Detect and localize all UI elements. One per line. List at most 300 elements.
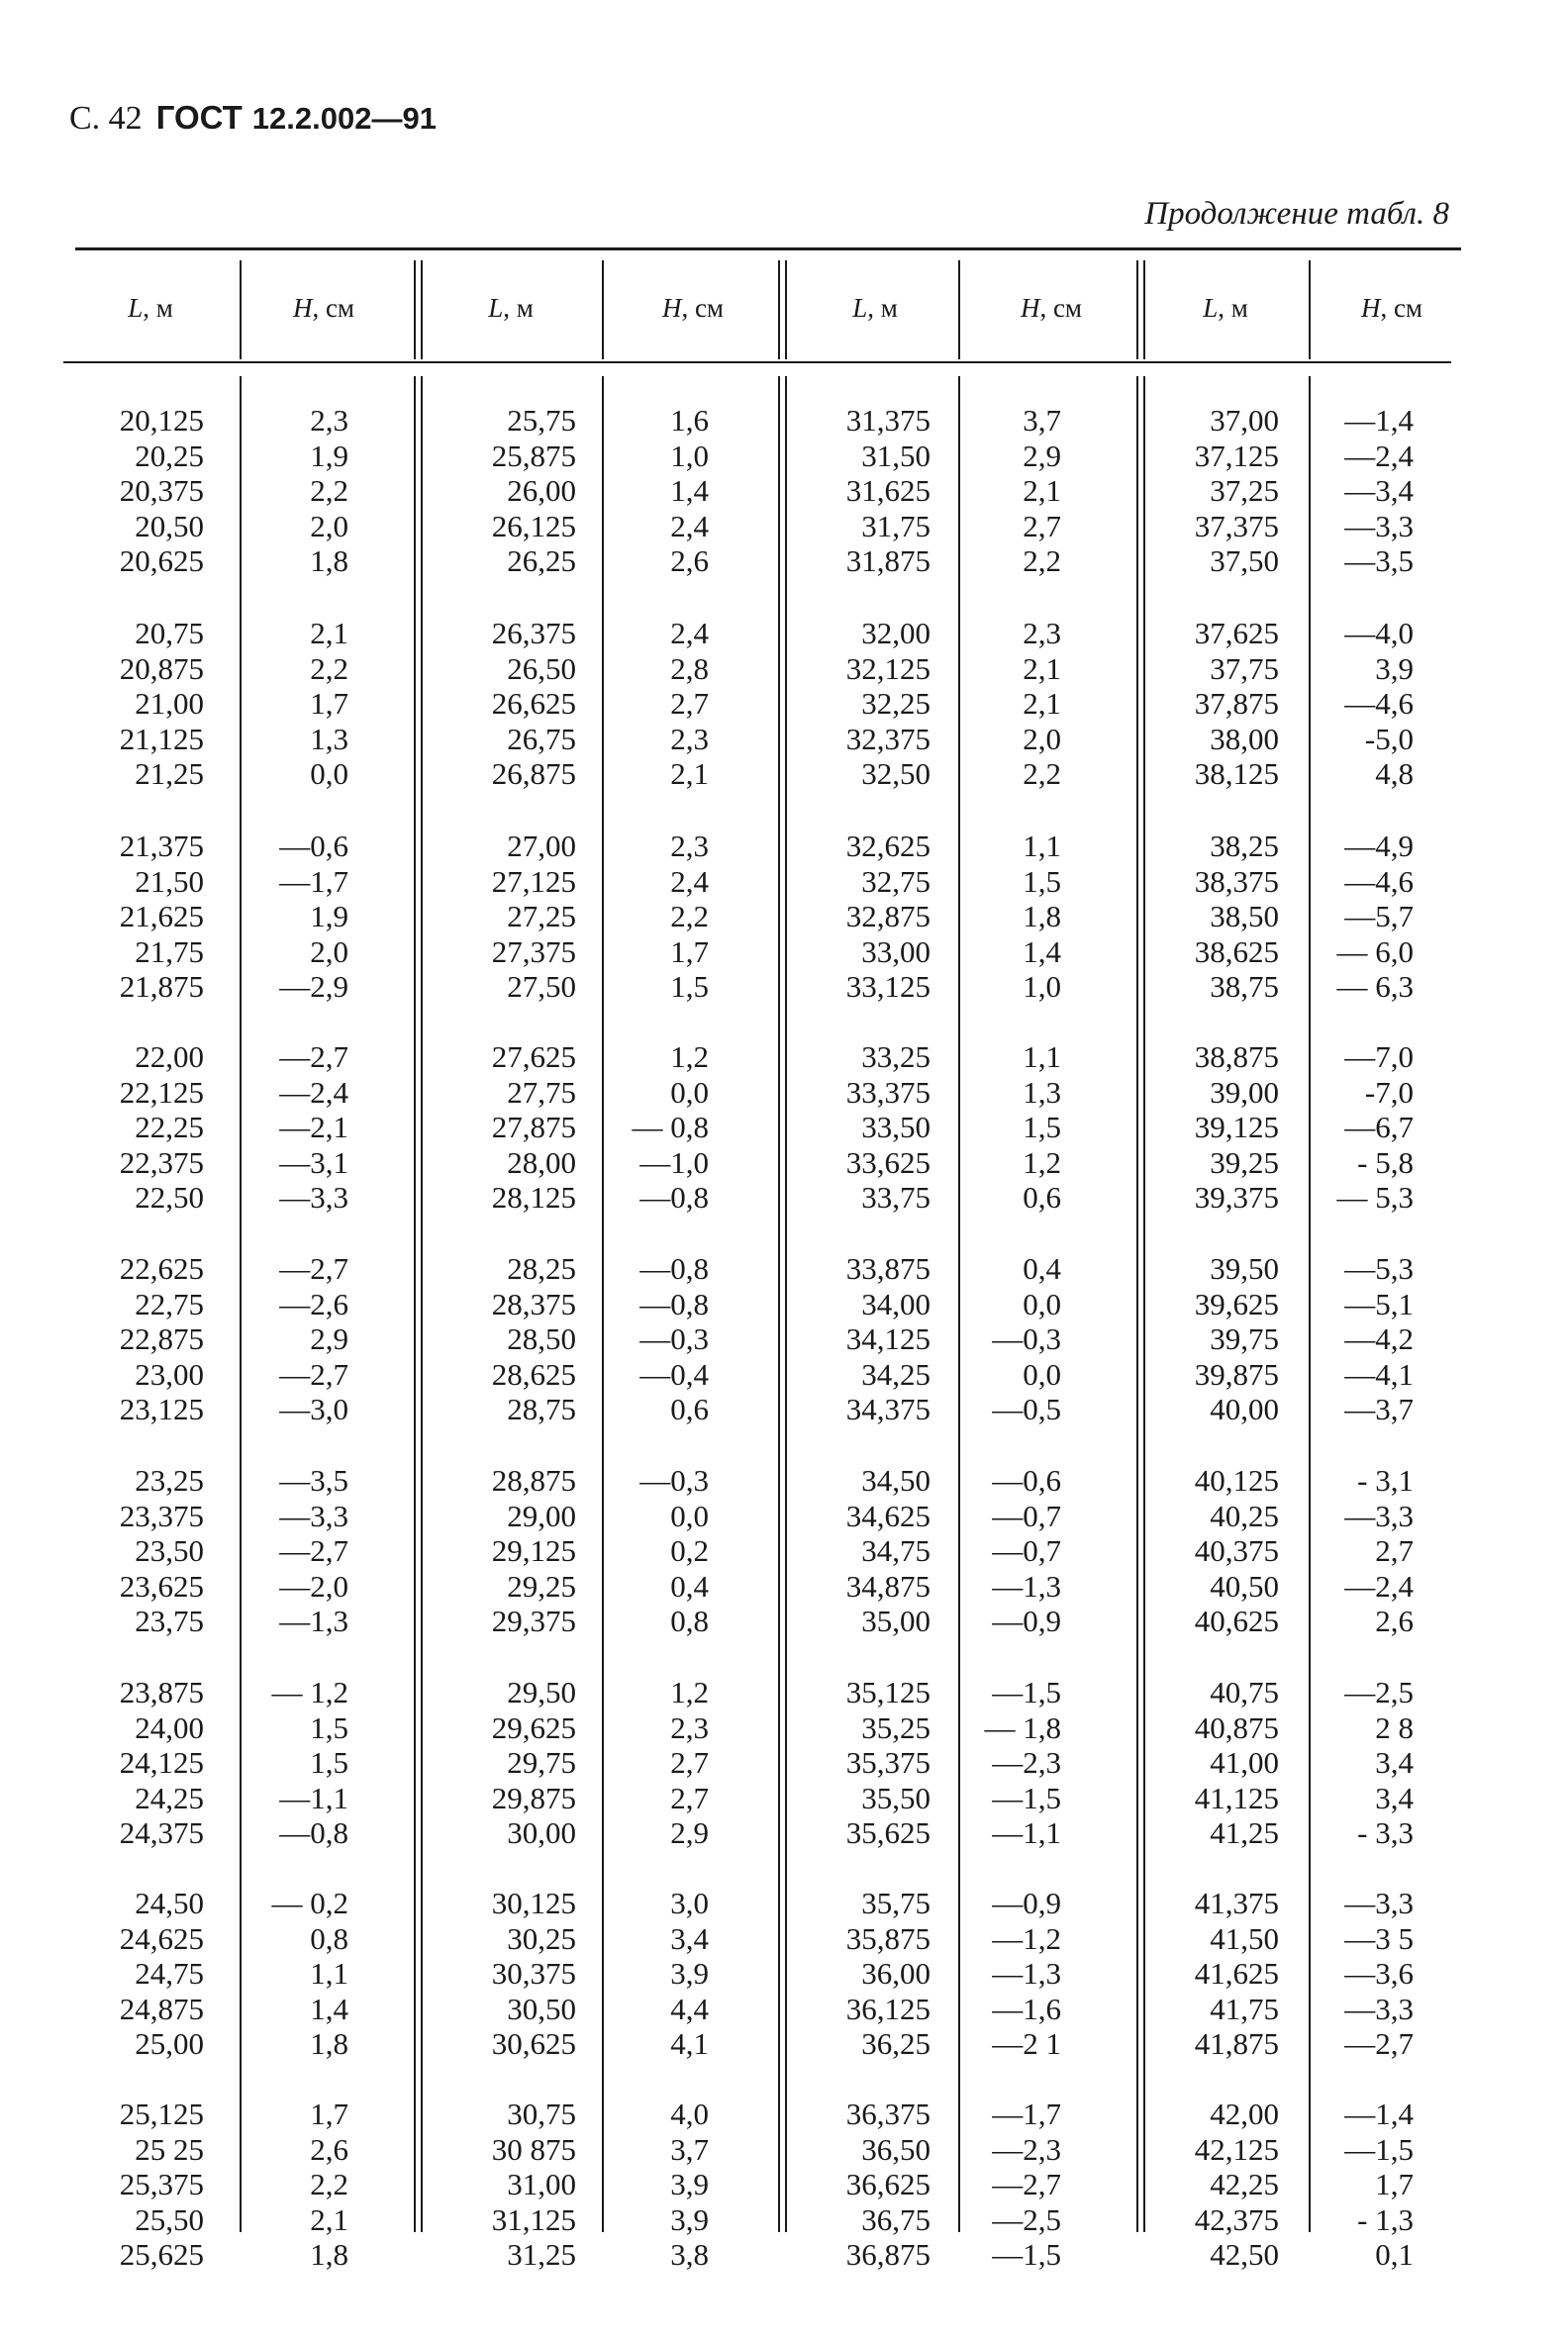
cell-H-value: —3,4 xyxy=(1344,473,1414,508)
cell-L-value: 41,75 xyxy=(1210,1991,1279,2026)
cell-H-value: 2,1 xyxy=(310,616,348,650)
cell-L-value: 31,75 xyxy=(861,508,931,543)
cell-H-value: — 6,0 xyxy=(1336,933,1414,969)
cell-L-value: 25 25 xyxy=(135,2131,204,2167)
cell-L-value: 27,125 xyxy=(491,863,576,899)
column-header xyxy=(441,293,580,324)
cell-H-value: 1,8 xyxy=(310,2026,348,2061)
cell-L-value: 26,00 xyxy=(507,473,576,508)
cell-H-value: 2,6 xyxy=(1375,1604,1414,1638)
cell-L-value: 22,50 xyxy=(135,1180,204,1215)
cell-H-value: 0,0 xyxy=(310,756,348,791)
cell-L-value: 29,875 xyxy=(491,1780,576,1815)
cell-L-value: 29,75 xyxy=(507,1745,576,1780)
column-header-variable: L xyxy=(1203,293,1219,323)
cell-H-value: 2,6 xyxy=(670,543,709,578)
cell-L-value: 39,125 xyxy=(1194,1110,1279,1144)
cell-L-value: 35,875 xyxy=(845,1920,931,1956)
cell-L-value: 32,50 xyxy=(861,756,931,791)
cell-L-value: 22,375 xyxy=(119,1144,204,1180)
cell-L-value: 39,00 xyxy=(1210,1074,1279,1110)
cell-H-value: 3,7 xyxy=(670,2131,709,2167)
cell-H-value: —0,8 xyxy=(639,1286,709,1321)
cell-H-value: —1,0 xyxy=(639,1144,709,1180)
cell-H-value: —0,8 xyxy=(639,1180,709,1215)
cell-L-value: 31,125 xyxy=(491,2201,576,2237)
column-header-variable: H xyxy=(661,293,682,323)
cell-L-value: 31,50 xyxy=(861,438,931,473)
cell-H-value: 1,4 xyxy=(1023,933,1061,969)
cell-H-value: —5,3 xyxy=(1344,1251,1414,1286)
column-divider xyxy=(958,260,960,359)
cell-L-value: 35,75 xyxy=(861,1886,931,1920)
cell-H-value: 2,4 xyxy=(670,616,709,650)
cell-H-value: —4,0 xyxy=(1344,616,1414,650)
column-divider xyxy=(240,260,242,359)
cell-L-value: 28,50 xyxy=(507,1321,576,1356)
cell-L-value: 35,625 xyxy=(845,1815,931,1850)
cell-H-value: —0,5 xyxy=(992,1392,1061,1426)
cell-H-value: —4,6 xyxy=(1344,863,1414,899)
cell-H-value: 0,4 xyxy=(670,1568,709,1604)
cell-L-value: 38,125 xyxy=(1194,756,1279,791)
cell-L-value: 36,375 xyxy=(845,2097,931,2131)
cell-H-value: 2,3 xyxy=(310,403,348,438)
cell-H-value: —1,5 xyxy=(992,1780,1061,1815)
cell-L-value: 36,00 xyxy=(861,1956,931,1991)
cell-L-value: 30,50 xyxy=(507,1991,576,2026)
page-header xyxy=(69,99,437,138)
cell-L-value: 38,00 xyxy=(1210,721,1279,756)
cell-H-value: 4,4 xyxy=(670,1991,709,2026)
cell-H-value: —1,1 xyxy=(279,1780,348,1815)
cell-H-value: — 0,2 xyxy=(271,1886,348,1920)
cell-H-value: — 1,8 xyxy=(984,1709,1061,1745)
cell-H-value: 1,3 xyxy=(1023,1074,1061,1110)
cell-H-value: 2,2 xyxy=(310,650,348,686)
cell-L-value: 31,625 xyxy=(845,473,931,508)
cell-L-value: 24,375 xyxy=(119,1815,204,1850)
cell-L-value: 38,875 xyxy=(1194,1039,1279,1074)
cell-L-value: 28,125 xyxy=(491,1180,576,1215)
cell-H-value: —2,7 xyxy=(1344,2026,1414,2061)
cell-H-value: —2,9 xyxy=(279,969,348,1004)
cell-H-value: —1,3 xyxy=(279,1604,348,1638)
cell-H-value: 1,9 xyxy=(310,899,348,933)
cell-L-value: 35,25 xyxy=(861,1709,931,1745)
cell-L-value: 23,50 xyxy=(135,1533,204,1568)
cell-H-value: — 1,2 xyxy=(271,1675,348,1709)
cell-H-value: 3,9 xyxy=(670,1956,709,1991)
cell-L-value: 41,875 xyxy=(1194,2026,1279,2061)
column-divider xyxy=(1309,260,1311,359)
column-header-variable: H xyxy=(1360,293,1381,323)
cell-H-value: - 5,8 xyxy=(1357,1144,1414,1180)
column-divider xyxy=(778,376,780,2232)
cell-H-value: 2,7 xyxy=(1375,1533,1414,1568)
cell-H-value: 4,0 xyxy=(670,2097,709,2131)
cell-L-value: 21,00 xyxy=(135,686,204,721)
cell-H-value: —2,7 xyxy=(279,1251,348,1286)
cell-H-value: 1,7 xyxy=(1375,2167,1414,2201)
cell-H-value: —3,3 xyxy=(1344,508,1414,543)
page-number: С. 42 xyxy=(69,100,143,137)
cell-L-value: 33,125 xyxy=(845,969,931,1004)
cell-H-value: —1,1 xyxy=(992,1815,1061,1850)
cell-H-value: 2,2 xyxy=(1023,756,1061,791)
cell-H-value: 1,9 xyxy=(310,438,348,473)
cell-L-value: 31,00 xyxy=(507,2167,576,2201)
column-divider xyxy=(778,260,780,359)
column-header xyxy=(1156,293,1295,324)
cell-L-value: 34,375 xyxy=(845,1392,931,1426)
cell-H-value: 3,7 xyxy=(1023,403,1061,438)
column-divider xyxy=(1143,260,1145,359)
cell-H-value: 2,2 xyxy=(310,473,348,508)
cell-H-value: —3,3 xyxy=(279,1498,348,1533)
cell-H-value: —5,1 xyxy=(1344,1286,1414,1321)
cell-H-value: 0,6 xyxy=(1023,1180,1061,1215)
cell-H-value: 1,3 xyxy=(310,721,348,756)
cell-L-value: 32,125 xyxy=(845,650,931,686)
cell-L-value: 32,375 xyxy=(845,721,931,756)
cell-H-value: 2,4 xyxy=(670,508,709,543)
cell-L-value: 22,875 xyxy=(119,1321,204,1356)
cell-H-value: 1,8 xyxy=(310,2237,348,2272)
cell-H-value: - 3,1 xyxy=(1357,1463,1414,1498)
cell-L-value: 30,375 xyxy=(491,1956,576,1991)
cell-H-value: 1,0 xyxy=(1023,969,1061,1004)
cell-L-value: 27,00 xyxy=(507,829,576,863)
cell-L-value: 34,00 xyxy=(861,1286,931,1321)
cell-H-value: —2,3 xyxy=(992,2131,1061,2167)
column-header-unit: , м xyxy=(1218,293,1248,323)
cell-H-value: —2,6 xyxy=(279,1286,348,1321)
cell-L-value: 32,625 xyxy=(845,829,931,863)
cell-L-value: 26,50 xyxy=(507,650,576,686)
column-header-unit: , см xyxy=(312,293,355,323)
cell-H-value: —4,9 xyxy=(1344,829,1414,863)
cell-L-value: 24,00 xyxy=(135,1709,204,1745)
cell-L-value: 29,50 xyxy=(507,1675,576,1709)
cell-H-value: 2,7 xyxy=(1023,508,1061,543)
cell-L-value: 29,625 xyxy=(491,1709,576,1745)
cell-H-value: 3,4 xyxy=(670,1920,709,1956)
cell-H-value: 1,5 xyxy=(1023,863,1061,899)
cell-H-value: —2,4 xyxy=(1344,1568,1414,1604)
cell-L-value: 40,375 xyxy=(1194,1533,1279,1568)
cell-L-value: 23,875 xyxy=(119,1675,204,1709)
cell-H-value: 2,8 xyxy=(670,650,709,686)
cell-L-value: 27,75 xyxy=(507,1074,576,1110)
cell-L-value: 21,375 xyxy=(119,829,204,863)
cell-L-value: 34,125 xyxy=(845,1321,931,1356)
cell-L-value: 36,125 xyxy=(845,1991,931,2026)
cell-L-value: 36,625 xyxy=(845,2167,931,2201)
cell-L-value: 20,50 xyxy=(135,508,204,543)
cell-L-value: 40,25 xyxy=(1210,1498,1279,1533)
cell-H-value: —2,5 xyxy=(992,2201,1061,2237)
cell-L-value: 27,875 xyxy=(491,1110,576,1144)
cell-L-value: 32,00 xyxy=(861,616,931,650)
cell-H-value: 1,7 xyxy=(310,2097,348,2131)
cell-H-value: —4,1 xyxy=(1344,1356,1414,1392)
cell-H-value: 2,9 xyxy=(310,1321,348,1356)
cell-L-value: 20,625 xyxy=(119,543,204,578)
cell-H-value: 1,2 xyxy=(670,1039,709,1074)
cell-H-value: —7,0 xyxy=(1344,1039,1414,1074)
cell-L-value: 30,00 xyxy=(507,1815,576,1850)
cell-L-value: 22,625 xyxy=(119,1251,204,1286)
cell-L-value: 27,25 xyxy=(507,899,576,933)
cell-L-value: 22,25 xyxy=(135,1110,204,1144)
cell-L-value: 23,625 xyxy=(119,1568,204,1604)
cell-L-value: 39,75 xyxy=(1210,1321,1279,1356)
cell-H-value: —1,6 xyxy=(992,1991,1061,2026)
cell-L-value: 29,25 xyxy=(507,1568,576,1604)
column-header xyxy=(806,293,944,324)
column-divider xyxy=(602,260,604,359)
cell-L-value: 24,625 xyxy=(119,1920,204,1956)
standard-name: ГОСТ xyxy=(155,99,243,136)
cell-H-value: 1,2 xyxy=(1023,1144,1061,1180)
cell-L-value: 26,25 xyxy=(507,543,576,578)
cell-H-value: —1,5 xyxy=(1344,2131,1414,2167)
cell-H-value: —2,4 xyxy=(279,1074,348,1110)
cell-L-value: 30,125 xyxy=(491,1886,576,1920)
cell-H-value: —1,4 xyxy=(1344,2097,1414,2131)
cell-L-value: 42,50 xyxy=(1210,2237,1279,2272)
cell-L-value: 38,75 xyxy=(1210,969,1279,1004)
table-top-rule xyxy=(75,247,1461,250)
cell-L-value: 35,125 xyxy=(845,1675,931,1709)
cell-H-value: —1,5 xyxy=(992,1675,1061,1709)
cell-L-value: 42,375 xyxy=(1194,2201,1279,2237)
cell-H-value: —4,6 xyxy=(1344,686,1414,721)
cell-L-value: 36,25 xyxy=(861,2026,931,2061)
column-divider xyxy=(414,260,416,359)
cell-L-value: 39,25 xyxy=(1210,1144,1279,1180)
column-header-unit: , см xyxy=(1039,293,1083,323)
cell-H-value: —1,3 xyxy=(992,1956,1061,1991)
cell-L-value: 28,75 xyxy=(507,1392,576,1426)
cell-L-value: 24,25 xyxy=(135,1780,204,1815)
cell-H-value: —1,2 xyxy=(992,1920,1061,1956)
cell-H-value: 2,9 xyxy=(1023,438,1061,473)
cell-H-value: 0,1 xyxy=(1375,2237,1414,2272)
cell-H-value: —0,9 xyxy=(992,1886,1061,1920)
cell-L-value: 41,00 xyxy=(1210,1745,1279,1780)
cell-H-value: —2,1 xyxy=(279,1110,348,1144)
cell-H-value: —0,3 xyxy=(992,1321,1061,1356)
cell-H-value: —1,5 xyxy=(992,2237,1061,2272)
cell-H-value: —2 1 xyxy=(992,2026,1061,2061)
cell-L-value: 34,875 xyxy=(845,1568,931,1604)
cell-L-value: 32,75 xyxy=(861,863,931,899)
cell-H-value: 2,0 xyxy=(1023,721,1061,756)
column-divider xyxy=(421,260,423,359)
cell-L-value: 37,75 xyxy=(1210,650,1279,686)
cell-L-value: 21,50 xyxy=(135,863,204,899)
cell-L-value: 33,50 xyxy=(861,1110,931,1144)
cell-H-value: 0,8 xyxy=(670,1604,709,1638)
cell-L-value: 36,875 xyxy=(845,2237,931,2272)
cell-L-value: 31,25 xyxy=(507,2237,576,2272)
cell-L-value: 42,25 xyxy=(1210,2167,1279,2201)
column-header xyxy=(982,293,1121,324)
cell-H-value: 2,1 xyxy=(1023,473,1061,508)
cell-L-value: 22,125 xyxy=(119,1074,204,1110)
cell-H-value: 0,8 xyxy=(310,1920,348,1956)
cell-L-value: 32,25 xyxy=(861,686,931,721)
cell-H-value: —1,7 xyxy=(992,2097,1061,2131)
column-divider xyxy=(785,260,787,359)
cell-H-value: 3,0 xyxy=(670,1886,709,1920)
cell-H-value: —2,3 xyxy=(992,1745,1061,1780)
column-divider xyxy=(414,376,416,2232)
cell-L-value: 24,75 xyxy=(135,1956,204,1991)
cell-H-value: 2,3 xyxy=(1023,616,1061,650)
cell-L-value: 25,875 xyxy=(491,438,576,473)
cell-L-value: 41,50 xyxy=(1210,1920,1279,1956)
cell-H-value: 1,4 xyxy=(310,1991,348,2026)
cell-L-value: 33,375 xyxy=(845,1074,931,1110)
cell-H-value: 2,1 xyxy=(310,2201,348,2237)
cell-L-value: 20,75 xyxy=(135,616,204,650)
standard-number: 12.2.002—91 xyxy=(251,101,437,136)
cell-H-value: —0,3 xyxy=(639,1463,709,1498)
cell-L-value: 37,125 xyxy=(1194,438,1279,473)
cell-H-value: 1,1 xyxy=(1023,1039,1061,1074)
cell-L-value: 28,25 xyxy=(507,1251,576,1286)
cell-L-value: 25,625 xyxy=(119,2237,204,2272)
cell-L-value: 27,50 xyxy=(507,969,576,1004)
cell-L-value: 41,375 xyxy=(1194,1886,1279,1920)
cell-L-value: 36,50 xyxy=(861,2131,931,2167)
cell-H-value: 2,1 xyxy=(1023,686,1061,721)
column-header xyxy=(254,293,393,324)
column-header xyxy=(81,293,220,324)
cell-L-value: 21,625 xyxy=(119,899,204,933)
cell-H-value: 1,6 xyxy=(670,403,709,438)
cell-H-value: 2,1 xyxy=(670,756,709,791)
cell-H-value: 2,0 xyxy=(310,933,348,969)
cell-L-value: 33,875 xyxy=(845,1251,931,1286)
cell-H-value: 0,0 xyxy=(1023,1356,1061,1392)
cell-L-value: 27,375 xyxy=(491,933,576,969)
cell-H-value: 2,4 xyxy=(670,863,709,899)
cell-H-value: —1,4 xyxy=(1344,403,1414,438)
cell-L-value: 34,50 xyxy=(861,1463,931,1498)
cell-H-value: —5,7 xyxy=(1344,899,1414,933)
cell-H-value: —0,8 xyxy=(639,1251,709,1286)
cell-H-value: - 1,3 xyxy=(1357,2201,1414,2237)
cell-H-value: —6,7 xyxy=(1344,1110,1414,1144)
cell-L-value: 39,625 xyxy=(1194,1286,1279,1321)
cell-L-value: 30,625 xyxy=(491,2026,576,2061)
cell-L-value: 23,75 xyxy=(135,1604,204,1638)
cell-H-value: 3,4 xyxy=(1375,1780,1414,1815)
cell-H-value: — 0,8 xyxy=(632,1110,709,1144)
cell-L-value: 33,25 xyxy=(861,1039,931,1074)
cell-H-value: —3,5 xyxy=(1344,543,1414,578)
cell-H-value: 0,0 xyxy=(670,1074,709,1110)
cell-L-value: 39,875 xyxy=(1194,1356,1279,1392)
cell-H-value: 1,1 xyxy=(1023,829,1061,863)
cell-H-value: 1,5 xyxy=(310,1709,348,1745)
cell-L-value: 37,375 xyxy=(1194,508,1279,543)
cell-H-value: —0,4 xyxy=(639,1356,709,1392)
cell-L-value: 25,375 xyxy=(119,2167,204,2201)
cell-H-value: -5,0 xyxy=(1364,721,1414,756)
cell-L-value: 28,625 xyxy=(491,1356,576,1392)
cell-L-value: 40,75 xyxy=(1210,1675,1279,1709)
cell-H-value: —3,6 xyxy=(1344,1956,1414,1991)
column-header xyxy=(1323,293,1461,324)
cell-L-value: 40,875 xyxy=(1194,1709,1279,1745)
cell-H-value: —3,3 xyxy=(1344,1991,1414,2026)
table-continuation-caption: Продолжение табл. 8 xyxy=(1144,196,1449,232)
cell-L-value: 37,25 xyxy=(1210,473,1279,508)
cell-H-value: —3,5 xyxy=(279,1463,348,1498)
cell-L-value: 21,25 xyxy=(135,756,204,791)
cell-L-value: 26,125 xyxy=(491,508,576,543)
cell-H-value: 2,0 xyxy=(310,508,348,543)
cell-H-value: 3,9 xyxy=(1375,650,1414,686)
cell-L-value: 33,00 xyxy=(861,933,931,969)
cell-H-value: 2 8 xyxy=(1375,1709,1414,1745)
cell-L-value: 38,25 xyxy=(1210,829,1279,863)
column-header-unit: , см xyxy=(1380,293,1423,323)
cell-H-value: —0,6 xyxy=(279,829,348,863)
cell-H-value: —1,3 xyxy=(992,1568,1061,1604)
cell-H-value: 2,2 xyxy=(310,2167,348,2201)
cell-L-value: 32,875 xyxy=(845,899,931,933)
cell-H-value: 2,3 xyxy=(670,721,709,756)
cell-H-value: —2,7 xyxy=(992,2167,1061,2201)
cell-H-value: 1,5 xyxy=(310,1745,348,1780)
cell-L-value: 30 875 xyxy=(491,2131,576,2167)
cell-H-value: —0,6 xyxy=(992,1463,1061,1498)
cell-L-value: 39,50 xyxy=(1210,1251,1279,1286)
cell-H-value: —2,5 xyxy=(1344,1675,1414,1709)
cell-H-value: 4,1 xyxy=(670,2026,709,2061)
cell-H-value: —0,7 xyxy=(992,1498,1061,1533)
cell-L-value: 35,375 xyxy=(845,1745,931,1780)
cell-H-value: —2,7 xyxy=(279,1356,348,1392)
cell-L-value: 21,75 xyxy=(135,933,204,969)
cell-H-value: —2,0 xyxy=(279,1568,348,1604)
cell-L-value: 42,125 xyxy=(1194,2131,1279,2167)
cell-H-value: 1,4 xyxy=(670,473,709,508)
cell-L-value: 25,50 xyxy=(135,2201,204,2237)
cell-L-value: 37,00 xyxy=(1210,403,1279,438)
cell-L-value: 35,50 xyxy=(861,1780,931,1815)
cell-L-value: 24,125 xyxy=(119,1745,204,1780)
cell-H-value: 2,2 xyxy=(1023,543,1061,578)
cell-H-value: 1,1 xyxy=(310,1956,348,1991)
cell-L-value: 40,50 xyxy=(1210,1568,1279,1604)
column-header-variable: L xyxy=(488,293,504,323)
cell-L-value: 23,00 xyxy=(135,1356,204,1392)
cell-L-value: 41,625 xyxy=(1194,1956,1279,1991)
cell-H-value: 2,9 xyxy=(670,1815,709,1850)
cell-L-value: 26,875 xyxy=(491,756,576,791)
cell-H-value: -7,0 xyxy=(1364,1074,1414,1110)
cell-L-value: 37,875 xyxy=(1194,686,1279,721)
cell-H-value: 1,7 xyxy=(670,933,709,969)
cell-L-value: 25,75 xyxy=(507,403,576,438)
